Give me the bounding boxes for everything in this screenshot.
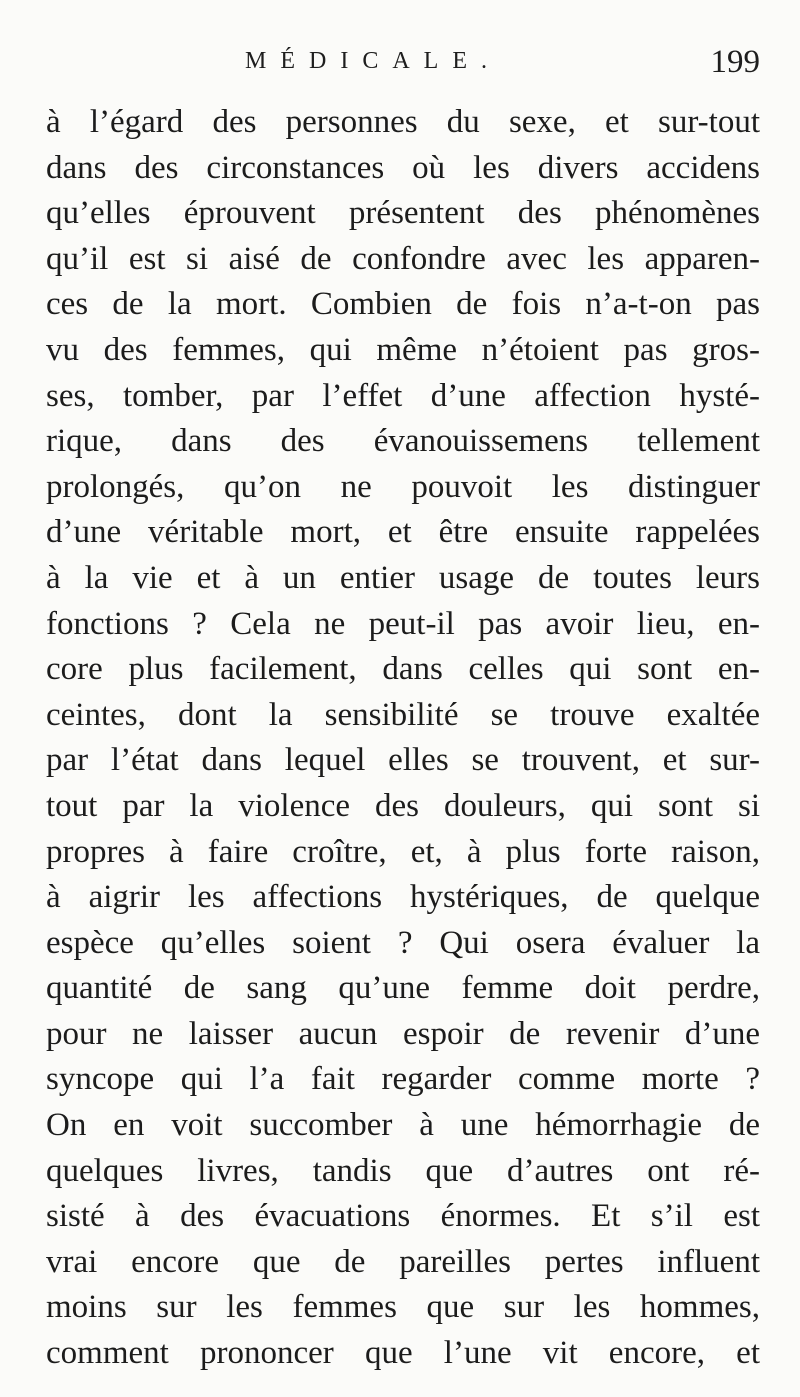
text-line: dans des circonstances où les divers accidens	[46, 149, 760, 186]
body-text	[46, 100, 760, 1377]
text-line: syncope qui l’a fait regarder comme morte ?	[46, 1061, 760, 1098]
running-head: MÉDICALE.	[245, 48, 501, 74]
text-line: qu’il est si aisé de confondre avec les apparen-	[46, 240, 760, 277]
text-line: On en voit succomber à une hémorrhagie de	[46, 1107, 760, 1144]
text-line: d’une véritable mort, et être ensuite rappelées	[46, 514, 760, 551]
text-line: pour ne laisser aucun espoir de revenir d’une	[46, 1015, 760, 1052]
text-line: quelques livres, tandis que d’autres ont ré-	[46, 1152, 760, 1189]
page-number: 199	[710, 44, 760, 80]
text-line: qu’elles éprouvent présentent des phénomènes	[46, 195, 760, 232]
text-line: espèce qu’elles soient ? Qui osera évaluer la	[46, 924, 760, 961]
text-line: à aigrir les affections hystériques, de quelque	[46, 879, 760, 916]
text-line: moins sur les femmes que sur les hommes,	[46, 1289, 760, 1326]
text-line: par l’état dans lequel elles se trouvent, et sur-	[46, 742, 760, 779]
page-header	[0, 42, 800, 92]
text-line: sisté à des évacuations énormes. Et s’il est	[46, 1198, 760, 1235]
text-line: fonctions ? Cela ne peut-il pas avoir lieu, en-	[46, 605, 760, 642]
text-line: à l’égard des personnes du sexe, et sur-tout	[46, 104, 760, 140]
text-line: vu des femmes, qui même n’étoient pas gros-	[46, 331, 760, 368]
text-line: tout par la violence des douleurs, qui sont si	[46, 787, 760, 824]
text-line: propres à faire croître, et, à plus forte raison,	[46, 833, 760, 870]
text-line: prolongés, qu’on ne pouvoit les distinguer	[46, 468, 760, 505]
text-line: comment prononcer que l’une vit encore, et	[46, 1335, 760, 1372]
text-line: rique, dans des évanouissemens tellement	[46, 423, 760, 460]
text-line: ses, tomber, par l’effet d’une affection hysté-	[46, 377, 760, 414]
text-line: ces de la mort. Combien de fois n’a-t-on pas	[46, 286, 760, 323]
text-line: vrai encore que de pareilles pertes influent	[46, 1243, 760, 1280]
text-line: à la vie et à un entier usage de toutes leurs	[46, 559, 760, 596]
text-line: ceintes, dont la sensibilité se trouve exaltée	[46, 696, 760, 733]
text-line: quantité de sang qu’une femme doit perdre,	[46, 970, 760, 1007]
text-line: core plus facilement, dans celles qui sont en-	[46, 651, 760, 688]
